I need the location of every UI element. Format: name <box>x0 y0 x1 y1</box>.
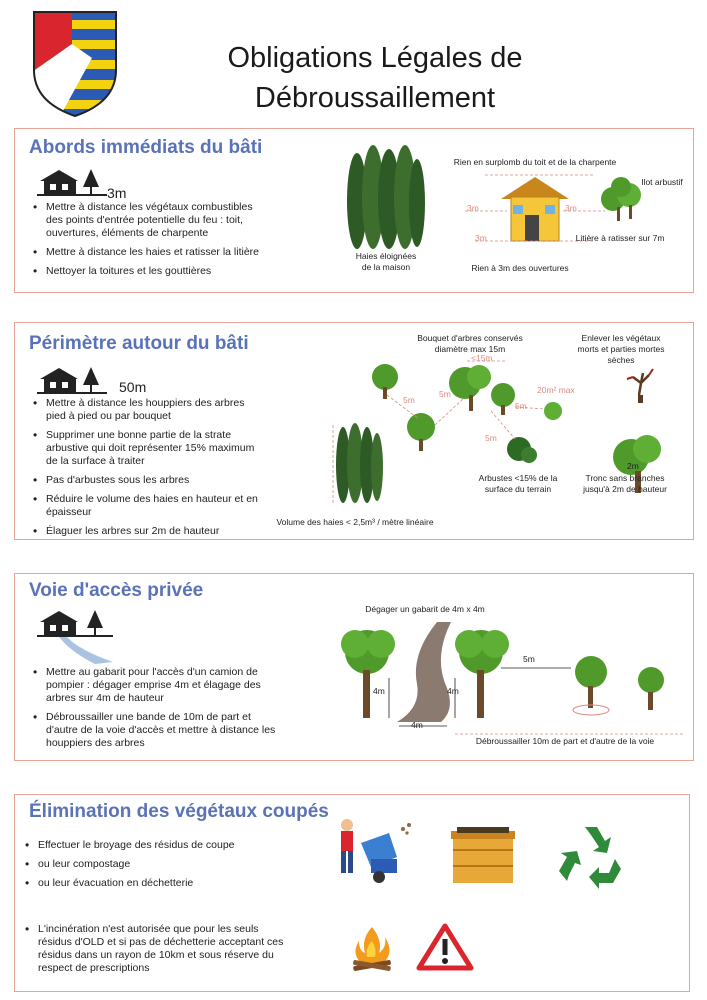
litter-caption: Litière à ratisser sur 7m <box>575 233 665 243</box>
hedge-volume-caption: Volume des haies < 2,5m³ / mètre linéaire <box>276 517 434 527</box>
section-title: Élimination des végétaux coupés <box>29 801 329 822</box>
section-perimeter <box>14 322 694 540</box>
dead-vegetation-caption: Enlever les végétaux morts et parties mortes sèches <box>577 333 665 365</box>
wood-chipper-icon <box>331 817 421 887</box>
measure-4m: 4m <box>411 720 423 730</box>
measure-15m: <15m <box>471 353 493 363</box>
campfire-icon <box>347 923 397 973</box>
recycling-icon <box>557 823 623 887</box>
section-title: Périmètre autour du bâti <box>29 333 249 354</box>
bullet-list <box>31 397 261 544</box>
trunk-caption: Tronc sans branches jusqu'à 2m de hauteur <box>583 473 667 494</box>
band-caption: Débroussailler 10m de part et d'autre de la voie <box>475 736 655 746</box>
measure-3m: 3m <box>467 203 479 213</box>
compost-bin-icon <box>451 825 515 885</box>
overhang-caption: Rien en surplomb du toit et de la charpente <box>453 157 617 167</box>
shrubs-caption: Arbustes <15% de la surface du terrain <box>478 473 558 494</box>
house-icon <box>37 167 107 197</box>
bouquet-caption: Bouquet d'arbres conservés diamètre max 15m <box>417 333 523 354</box>
measure-4m: 4m <box>373 686 385 696</box>
bullet-list <box>31 201 259 284</box>
list-item: • Réduire le volume des haies en hauteur et en épaisseur <box>31 493 261 519</box>
distance-label: 50m <box>119 379 147 395</box>
measure-5m: 5m <box>515 401 527 411</box>
list-item: • Mettre à distance les végétaux combustibles des points d'entrée potentielle du feu : toit, ouvertures, éléments de charpente <box>31 201 259 240</box>
list-item: • Nettoyer la toitures et les gouttières <box>31 265 259 278</box>
measure-5m: 5m <box>523 654 535 664</box>
measure-2m: 2m <box>627 461 639 471</box>
section-access-road <box>14 573 694 761</box>
hedges-caption: Haies éloignées de la maison <box>355 251 417 272</box>
list-item: • Effectuer le broyage des résidus de coupe <box>23 839 283 852</box>
house-icon <box>37 365 107 395</box>
measure-5m: 5m <box>439 389 451 399</box>
list-item: • Débroussailler une bande de 10m de part et d'autre de la voie d'accès et mettre à distance les houppiers des arbres <box>31 711 281 750</box>
openings-caption: Rien à 3m des ouvertures <box>471 263 569 273</box>
coat-of-arms-logo <box>32 10 118 118</box>
warning-icon <box>417 923 473 971</box>
measure-3m: 3m <box>475 233 487 243</box>
page-title: Obligations Légales de Débroussaillement <box>227 42 523 114</box>
section-title: Abords immédiats du bâti <box>29 137 263 158</box>
shrub-island-caption: Ilot arbustif <box>641 177 683 187</box>
measure-20m2: 20m² max <box>537 385 575 395</box>
gauge-caption: Dégager un gabarit de 4m x 4m <box>365 604 485 614</box>
list-item: • Supprimer une bonne partie de la strate arbustive qui doit représenter 15% maximum de la surface à traiter <box>31 429 261 468</box>
distance-label: 3m <box>107 185 127 201</box>
bullet-list <box>31 666 281 756</box>
list-item: • ou leur évacuation en déchetterie <box>23 877 283 890</box>
list-item: • Mettre à distance les houppiers des arbres pied à pied ou par bouquet <box>31 397 261 423</box>
list-item: • L'incinération n'est autorisée que pour les seuls résidus d'OLD et si pas de déchetterie acceptant ces résidus dans un rayon de 10km et sous réserve du respect de prescriptions <box>23 923 293 975</box>
measure-5m: 5m <box>403 395 415 405</box>
measure-5m: 5m <box>485 433 497 443</box>
section-disposal <box>14 794 690 992</box>
note-list <box>23 923 293 981</box>
section-title: Voie d'accès privée <box>29 580 204 601</box>
measure-4m: 4m <box>447 686 459 696</box>
house-road-icon <box>37 608 113 664</box>
cypress-hedge-icon <box>345 139 425 251</box>
list-item: • ou leur compostage <box>23 858 283 871</box>
bullet-list <box>23 839 283 896</box>
access-road-illustration <box>325 618 685 738</box>
house-illustration <box>445 169 645 259</box>
list-item: • Pas d'arbustes sous les arbres <box>31 474 261 487</box>
list-item: • Mettre au gabarit pour l'accès d'un camion de pompier : dégager emprise 4m et élagage des arbres sur 4m de hauteur <box>31 666 281 705</box>
list-item: • Mettre à distance les haies et ratisser la litière <box>31 246 259 259</box>
measure-3m: 3m <box>565 203 577 213</box>
section-immediate-surroundings <box>14 128 694 293</box>
list-item: • Élaguer les arbres sur 2m de hauteur <box>31 525 261 538</box>
